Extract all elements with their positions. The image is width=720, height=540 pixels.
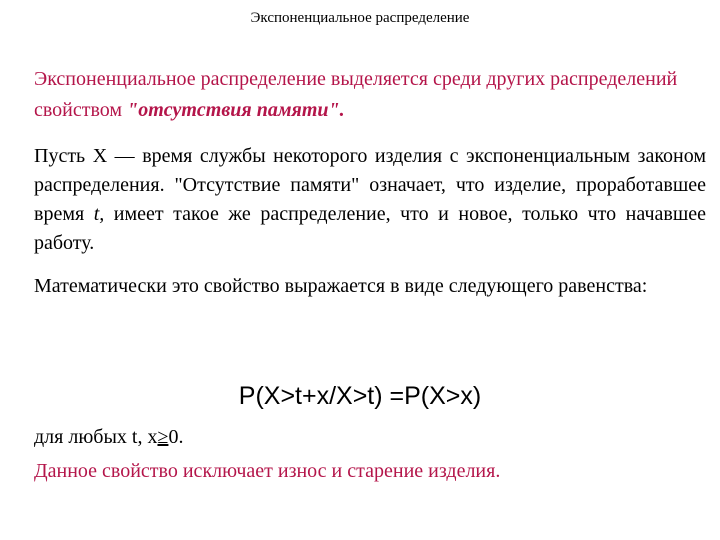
intro-emphasis: "отсутствия памяти".: [127, 99, 345, 121]
geq-symbol: ≥: [157, 426, 169, 448]
definition-text-after: имеет такое же распределение, что и новое, только что начавшее работу.: [34, 203, 706, 254]
slide-title: Экспоненциальное распределение: [250, 10, 470, 26]
time-variable: t,: [93, 203, 105, 225]
formula-condition: [34, 423, 183, 451]
condition-suffix: 0.: [168, 426, 184, 448]
memoryless-formula: P(X>t+x/X>t) =P(X>x): [238, 382, 482, 410]
intro-paragraph: [34, 64, 706, 126]
intro-text: Экспоненциальное распределение выделяется среди других распределений свойством: [34, 68, 678, 121]
condition-prefix: для любых t, x: [34, 426, 158, 448]
definition-paragraph: [34, 142, 706, 258]
definition-text-before: Пусть X — время службы некоторого изделия с экспоненциальным законом распределения. "Отсутствие памяти" означает, что изделие, проработавшее время: [34, 145, 706, 225]
closing-statement: Данное свойство исключает износ и старение изделия.: [34, 460, 501, 482]
math-paragraph: Математически это свойство выражается в виде следующего равенства:: [34, 275, 648, 297]
